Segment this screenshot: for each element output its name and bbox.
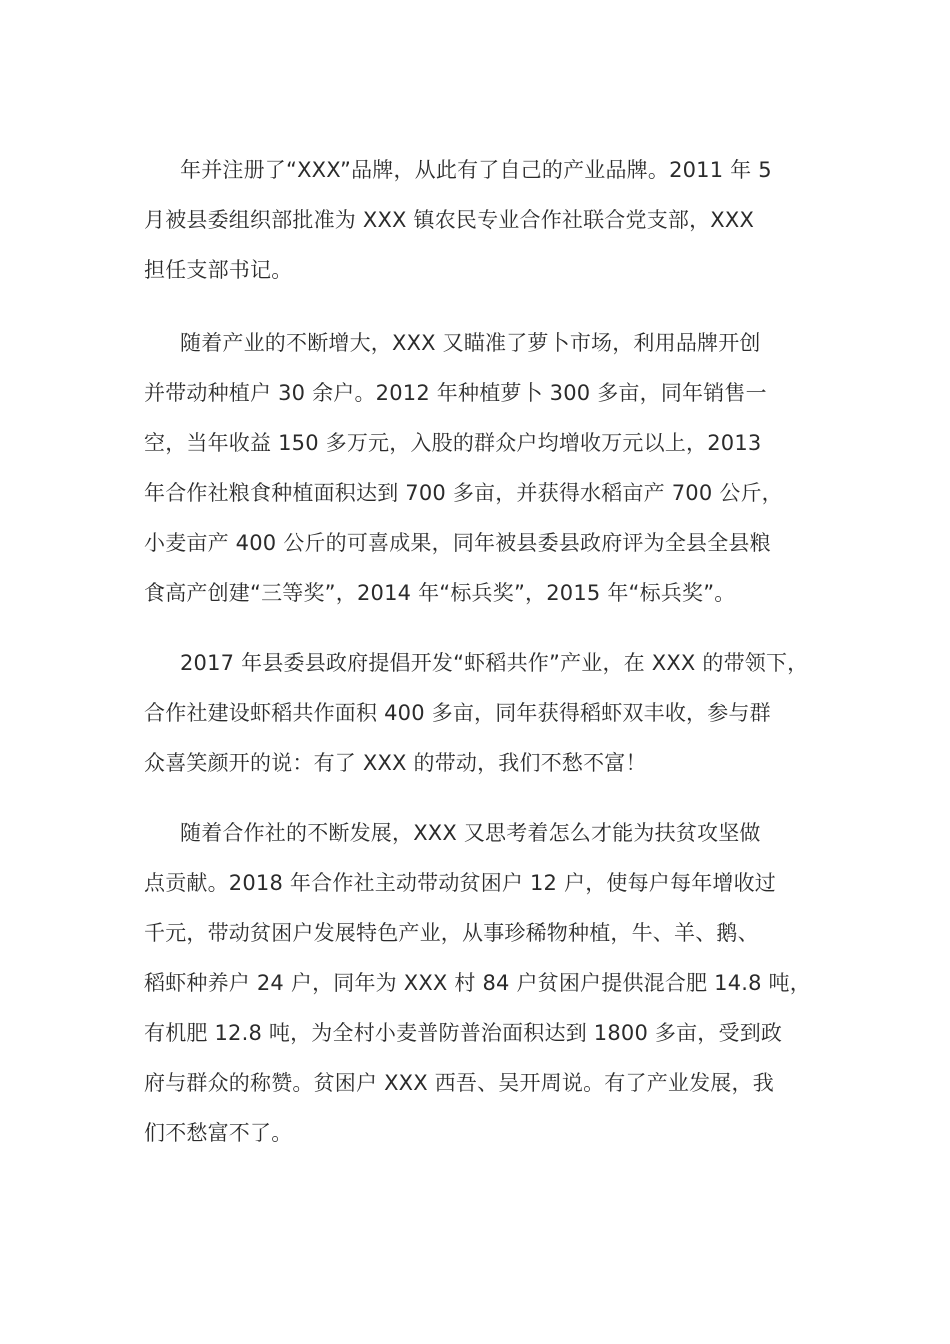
text-line: 并带动种植户 30 余户。2012 年种植萝卜 300 多亩，同年销售一 <box>144 381 767 405</box>
text-line: 有机肥 12.8 吨，为全村小麦普防普治面积达到 1800 多亩，受到政 <box>144 1021 783 1045</box>
paragraph-2 <box>144 318 844 618</box>
text-line: 空，当年收益 150 多万元，入股的群众户均增收万元以上，2013 <box>144 431 762 455</box>
paragraph-4 <box>144 808 844 1158</box>
text-line: 食高产创建“三等奖”，2014 年“标兵奖”，2015 年“标兵奖”。 <box>144 581 736 605</box>
text-line: 稻虾种养户 24 户，同年为 XXX 村 84 户贫困户提供混合肥 14.8 吨， <box>144 971 811 995</box>
text-line: 月被县委组织部批准为 XXX 镇农民专业合作社联合党支部，XXX <box>144 208 755 232</box>
text-line: 点贡献。2018 年合作社主动带动贫困户 12 户，使每户每年增收过 <box>144 871 776 895</box>
text-line: 合作社建设虾稻共作面积 400 多亩，同年获得稻虾双丰收，参与群 <box>144 701 771 725</box>
paragraph-1 <box>144 145 844 295</box>
text-line: 年合作社粮食种植面积达到 700 多亩，并获得水稻亩产 700 公斤， <box>144 481 783 505</box>
text-line: 众喜笑颜开的说：有了 XXX 的带动，我们不愁不富！ <box>144 751 647 775</box>
text-line: 2017 年县委县政府提倡开发“虾稻共作”产业，在 XXX 的带领下， <box>180 651 809 675</box>
text-line: 担任支部书记。 <box>144 258 293 282</box>
paragraph-3 <box>144 638 844 788</box>
text-line: 随着合作社的不断发展，XXX 又思考着怎么才能为扶贫攻坚做 <box>180 821 761 845</box>
text-line: 小麦亩产 400 公斤的可喜成果，同年被县委县政府评为全县全县粮 <box>144 531 771 555</box>
text-line: 千元，带动贫困户发展特色产业，从事珍稀物种植，牛、羊、鹅、 <box>144 921 759 945</box>
text-line: 府与群众的称赞。贫困户 XXX 西吾、吴开周说。有了产业发展，我 <box>144 1071 774 1095</box>
text-line: 们不愁富不了。 <box>144 1121 293 1145</box>
text-line: 随着产业的不断增大，XXX 又瞄准了萝卜市场，利用品牌开创 <box>180 331 761 355</box>
text-line: 年并注册了“XXX”品牌，从此有了自己的产业品牌。2011 年 5 <box>180 158 772 182</box>
